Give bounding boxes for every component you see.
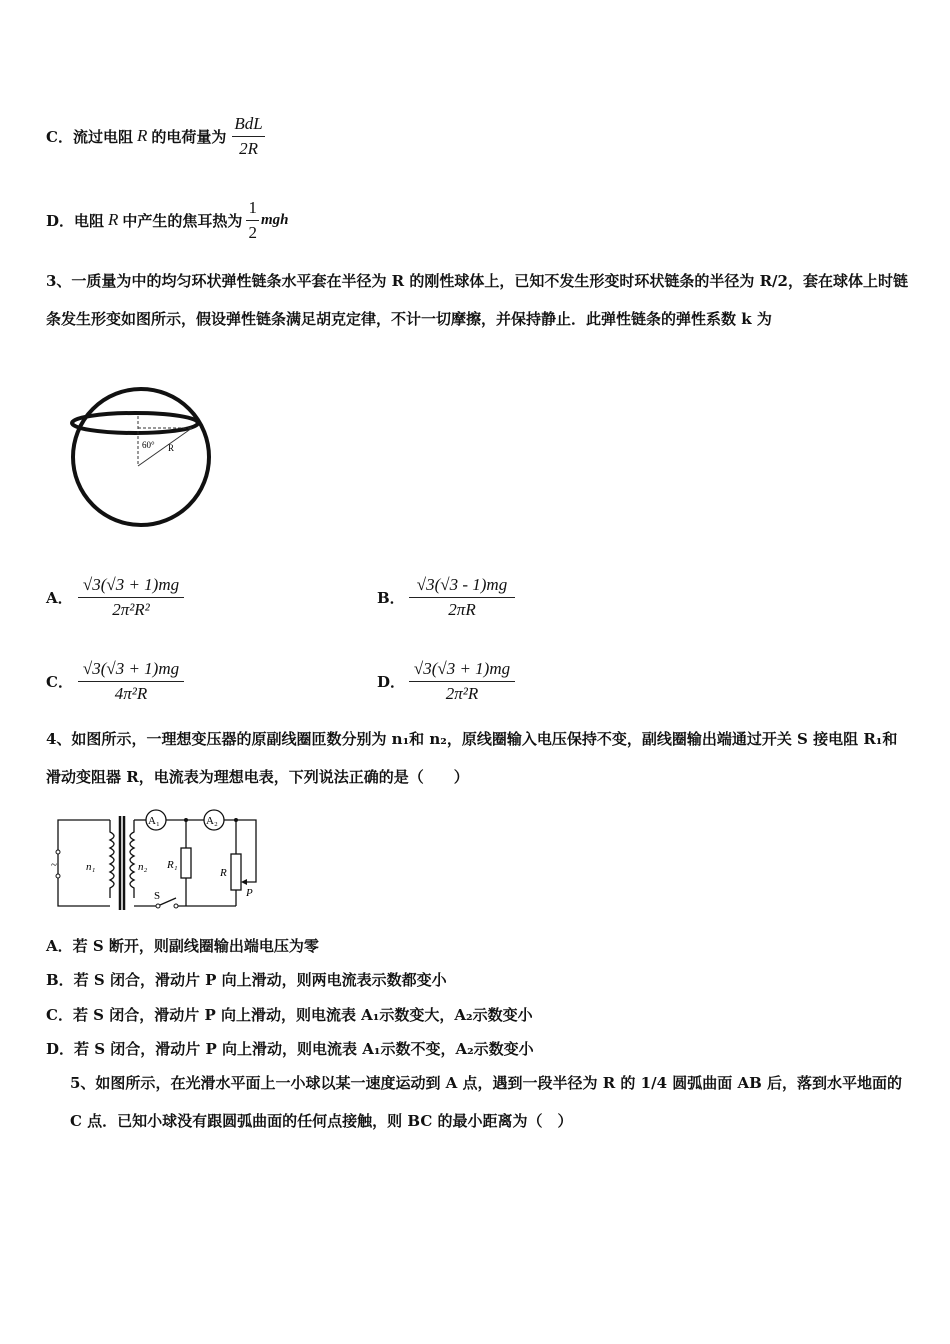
q3-c-numerator: √3(√3 + 1)mg: [78, 659, 184, 682]
radius-label: R: [168, 443, 175, 453]
r-label: R: [220, 867, 227, 879]
q3-b-label: B．: [377, 588, 405, 607]
a2-label: A₂: [206, 815, 218, 827]
q4-option-c: C．若 S 闭合，滑动片 P 向上滑动，则电流表 A₁示数变大，A₂示数变小: [46, 1006, 533, 1024]
s-label: S: [154, 890, 161, 902]
q3-option-c: [46, 650, 184, 712]
r1-label: R₁: [167, 859, 178, 871]
ac-source-label: ~: [51, 859, 57, 871]
q3-c-denominator: 4π²R: [114, 683, 148, 703]
q5-stem: 5、如图所示，在光滑水平面上一小球以某一速度运动到 A 点，遇到一段半径为 R 的 1/4 圆弧曲面 AB 后，落到水平地面的 C 点．已知小球没有跟圆弧曲面的任何点接触，则 BC 的最小距离为（ ）: [70, 1074, 902, 1130]
q3-option-d: [377, 650, 515, 712]
q2-option-d: [46, 184, 288, 256]
q2-c-label: C．: [46, 127, 73, 146]
q2-d-suffix: 中产生的焦耳热为: [122, 211, 243, 230]
q3-stem: 3、一质量为中的均匀环状弹性链条水平套在半径为 R 的刚性球体上，已知不发生形变时环状链条的半径为 R/2，套在球体上时链条发生形变如图所示，假设弹性链条满足胡克定律，不计一切摩擦，并保持静止．此弹性链条的弹性系数 k 为: [46, 272, 908, 328]
q3-b-numerator: √3(√3 - 1)mg: [409, 575, 515, 598]
resistor-r1: [181, 848, 191, 878]
q2-d-label: D．: [46, 211, 75, 230]
q2-c-numerator: BdL: [232, 114, 264, 137]
switch-pivot: [156, 904, 160, 908]
a1-label: A₁: [148, 815, 160, 827]
q3-option-b: [377, 566, 515, 628]
q3-sphere-figure: [64, 378, 214, 530]
q3-c-fraction: [78, 659, 184, 704]
q4-stem: 4、如图所示，一理想变压器的原副线圈匝数分别为 n₁和 n₂，原线圈输入电压保持不变，副线圈输出端通过开关 S 接电阻 R₁和滑动变阻器 R，电流表为理想电表，下列说法正确的是（ ）: [46, 730, 898, 786]
q2-c-denominator: 2R: [239, 138, 258, 158]
p-label: P: [246, 887, 253, 899]
q2-c-var: R: [136, 126, 148, 145]
q3-a-label: A．: [46, 588, 73, 607]
q3-d-numerator: √3(√3 + 1)mg: [409, 659, 515, 682]
rheostat-r: [231, 854, 241, 890]
q3-b-denominator: 2πR: [448, 599, 476, 619]
terminal-top: [56, 850, 60, 854]
terminal-bottom: [56, 874, 60, 878]
q3-c-label: C．: [46, 672, 73, 691]
n2-label: n₂: [138, 861, 148, 873]
q4-circuit-diagram: [50, 804, 270, 916]
q2-d-fraction: [246, 198, 259, 243]
q2-option-c: [46, 100, 265, 172]
q2-d-denominator: 2: [248, 222, 257, 242]
q2-d-text: 电阻: [74, 211, 105, 230]
q4-option-d: D．若 S 闭合，滑动片 P 向上滑动，则电流表 A₁示数不变，A₂示数变小: [46, 1040, 534, 1058]
sphere-outline: [73, 389, 209, 525]
switch-s: [160, 898, 176, 905]
n1-label: n₁: [86, 861, 96, 873]
q2-d-var: R: [108, 210, 119, 229]
q3-a-fraction: [78, 575, 184, 620]
primary-coil: [110, 820, 114, 898]
q3-d-label: D．: [377, 672, 406, 691]
q4-option-b: B．若 S 闭合，滑动片 P 向上滑动，则两电流表示数都变小: [46, 971, 447, 989]
q3-d-fraction: [409, 659, 515, 704]
q3-d-denominator: 2π²R: [445, 683, 479, 703]
slider-p-arrow: [241, 879, 247, 885]
secondary-coil: [130, 820, 134, 898]
primary-wire: [58, 820, 110, 906]
angle-label: 60°: [142, 440, 155, 450]
q3-a-denominator: 2π²R²: [112, 599, 150, 619]
q2-c-fraction: [232, 114, 264, 159]
switch-contact: [174, 904, 178, 908]
q3-option-a: [46, 566, 184, 628]
q3-a-numerator: √3(√3 + 1)mg: [78, 575, 184, 598]
ring-chain: [72, 413, 198, 433]
q2-c-suffix: 的电荷量为: [151, 127, 227, 146]
q4-option-a: A．若 S 断开，则副线圈输出端电压为零: [46, 937, 319, 955]
q2-d-tail: mgh: [260, 211, 289, 228]
q2-d-numerator: 1: [246, 198, 259, 221]
q3-b-fraction: [409, 575, 515, 620]
q2-c-text: 流过电阻: [72, 127, 133, 146]
